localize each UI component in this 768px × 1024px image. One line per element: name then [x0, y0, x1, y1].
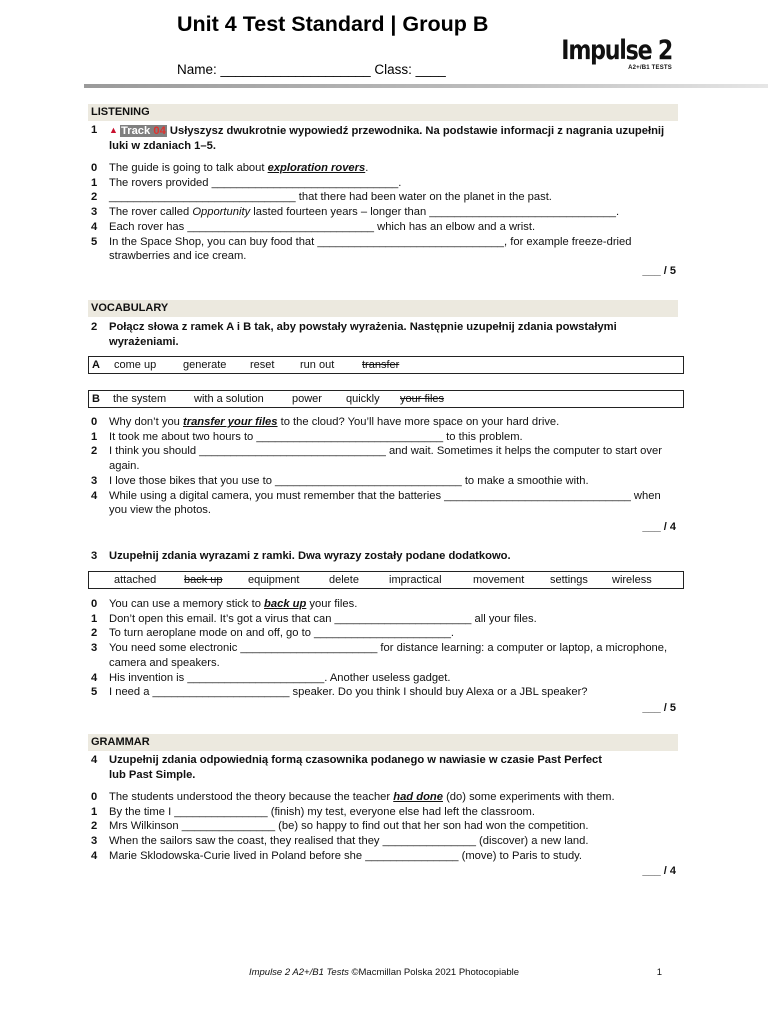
item-number: 2: [91, 627, 98, 640]
item-text: The guide is going to talk about exploration rovers.: [109, 162, 369, 174]
item-number: 3: [91, 835, 98, 848]
item-text: The students understood the theory because the teacher had done (do) some experiments with them.: [109, 791, 615, 803]
list-item: [91, 190, 676, 205]
score-grammar: ___ / 4: [642, 865, 676, 877]
item-text: To turn aeroplane mode on and off, go to ______________________.: [109, 627, 455, 640]
task-3-instruction: 3 Uzupełnij zdania wyrazami z ramki. Dwa wyrazy zostały podane dodatkowo.: [91, 550, 511, 562]
list-item: [91, 474, 676, 489]
word: with a solution: [194, 393, 264, 405]
list-item: [91, 641, 676, 670]
item-number: 2: [91, 191, 98, 204]
item-text: Why don’t you transfer your files to the cloud? You’ll have more space on your hard drive.: [109, 416, 560, 428]
list-item: [91, 612, 676, 627]
word: wireless: [612, 574, 652, 586]
item-text: ______________________________ that there had been water on the planet in the past.: [109, 191, 552, 204]
item-number: 2: [91, 820, 98, 833]
item-text: When the sailors saw the coast, they realised that they _______________ (discover) a new land.: [109, 835, 589, 848]
list-item: [91, 597, 676, 612]
list-item: [91, 805, 676, 820]
item-number: 0: [91, 598, 98, 610]
score-task3: ___ / 5: [642, 702, 676, 714]
example-answer: had done: [393, 791, 443, 803]
task-number: 1: [91, 124, 98, 136]
item-text: His invention is ______________________. Another useless gadget.: [109, 671, 451, 684]
page-title: Unit 4 Test Standard | Group B: [177, 12, 489, 36]
header-rule: [84, 84, 768, 88]
word-box-task3: [88, 571, 684, 589]
item-text: I love those bikes that you use to ______________________________ to make a smoothie with.: [109, 474, 589, 487]
item-number: 3: [91, 474, 98, 487]
item-number: 4: [91, 849, 98, 862]
footer: Impulse 2 A2+/B1 Tests ©Macmillan Polska 2021 Photocopiable: [248, 967, 520, 978]
page-number: 1: [656, 967, 662, 978]
graduation-cap-icon: ▲: [109, 125, 118, 135]
list-item: [91, 849, 676, 864]
item-text: You need some electronic ______________________ for distance learning: a computer or laptop, a microphone, camera and speakers.: [109, 642, 668, 669]
item-number: 5: [91, 235, 98, 248]
list-item: [91, 626, 676, 641]
example-answer: back up: [264, 598, 307, 610]
word: power: [292, 393, 322, 405]
word: reset: [250, 359, 275, 371]
brand-subtitle: A2+/B1 TESTS: [628, 65, 672, 71]
word: delete: [329, 574, 359, 586]
brand-logo: [537, 36, 672, 71]
item-number: 1: [91, 805, 98, 818]
vocabulary-items: [91, 415, 676, 518]
word-example: transfer: [362, 359, 400, 371]
word: the system: [113, 393, 167, 405]
list-item: [91, 430, 676, 445]
item-text: You can use a memory stick to back up your files.: [109, 598, 358, 610]
task-1-instruction: 1 ▲ Track 04 Usłyszysz dwukrotnie wypowiedź przewodnika. Na podstawie informacji z nagrania uzupełnij luki w zdaniach 1–5.: [91, 124, 665, 152]
item-text: I need a ______________________ speaker. Do you think I should buy Alexa or a JBL speaker?: [109, 686, 588, 699]
score-listening: ___ / 5: [642, 265, 676, 277]
task3-items: [91, 597, 676, 700]
list-item: [91, 235, 676, 264]
example-answer: transfer your files: [183, 416, 278, 428]
list-item: [91, 444, 676, 473]
list-item: [91, 220, 676, 235]
item-text: The rovers provided ______________________________.: [109, 176, 402, 189]
word: movement: [473, 574, 525, 586]
name-class-line: Name: ____________________ Class: ____: [177, 62, 446, 77]
section-heading-listening: LISTENING: [88, 104, 678, 121]
word: impractical: [389, 574, 442, 586]
task-2-instruction: 2 Połącz słowa z ramek A i B tak, aby powstały wyrażenia. Następnie uzupełnij zdania powstałymi wyrażeniami.: [91, 321, 617, 348]
grammar-items: [91, 790, 676, 864]
word: generate: [183, 359, 227, 371]
item-number: 5: [91, 686, 98, 699]
list-item: [91, 161, 676, 176]
item-number: 1: [91, 430, 98, 443]
list-item: [91, 685, 676, 700]
word: settings: [550, 574, 588, 586]
item-text: Each rover has ______________________________ which has an elbow and a wrist.: [109, 220, 536, 233]
item-number: 3: [91, 642, 98, 655]
word: quickly: [346, 393, 380, 405]
track-badge: Track 04: [121, 125, 166, 137]
brand-name: Impulse 2: [561, 35, 672, 66]
item-number: 2: [91, 445, 98, 458]
item-number: 1: [91, 176, 98, 189]
section-heading-grammar: GRAMMAR: [88, 734, 678, 751]
item-text: The rover called Opportunity lasted fourteen years – longer than ______________________________.: [109, 206, 620, 219]
item-number: 0: [91, 162, 98, 174]
word-box-a: A come up generate reset run out transfer: [88, 356, 684, 374]
word-example: back up: [184, 574, 223, 586]
word: attached: [114, 574, 157, 586]
item-text: It took me about two hours to ______________________________ to this problem.: [109, 430, 523, 443]
word: run out: [300, 359, 335, 371]
item-text: Mrs Wilkinson _______________ (be) so happy to find out that her son had won the competition.: [109, 820, 589, 833]
item-number: 0: [91, 791, 98, 803]
item-number: 4: [91, 671, 98, 684]
list-item: [91, 176, 676, 191]
item-number: 4: [91, 489, 98, 502]
item-text: I think you should ______________________________ and wait. Sometimes it helps the computer to start over again.: [109, 445, 662, 473]
item-number: 4: [91, 220, 98, 233]
item-text: Marie Sklodowska-Curie lived in Poland before she _______________ (move) to Paris to study.: [109, 849, 583, 862]
word-example: your files: [400, 393, 445, 405]
word-box-b: B the system with a solution power quickly your files: [88, 390, 684, 408]
list-item: [91, 489, 676, 518]
list-item: [91, 819, 676, 834]
list-item: [91, 790, 676, 805]
item-number: 3: [91, 206, 98, 219]
item-text: In the Space Shop, you can buy food that ______________________________, for example freeze-dried strawberries and ice cream.: [109, 235, 632, 263]
item-number: 1: [91, 612, 98, 625]
word: come up: [114, 359, 157, 371]
listening-items: [91, 161, 676, 264]
score-vocabulary: ___ / 4: [642, 521, 676, 533]
section-heading-vocabulary: VOCABULARY: [88, 300, 678, 317]
list-item: [91, 205, 676, 220]
item-text: While using a digital camera, you must remember that the batteries ______________________________ when you view the photos.: [109, 489, 661, 517]
list-item: [91, 671, 676, 686]
item-text: By the time I _______________ (finish) my test, everyone else had left the classroom.: [109, 805, 535, 818]
list-item: [91, 834, 676, 849]
task-4-instruction: 4 Uzupełnij zdania odpowiednią formą czasownika podanego w nawiasie w czasie Past Perfect lub Past Simple.: [91, 754, 602, 781]
item-number: 0: [91, 416, 98, 428]
list-item: [91, 415, 676, 430]
example-answer: exploration rovers: [267, 162, 366, 174]
word: equipment: [248, 574, 300, 586]
item-text: Don’t open this email. It’s got a virus that can ______________________ all your files.: [109, 612, 537, 625]
